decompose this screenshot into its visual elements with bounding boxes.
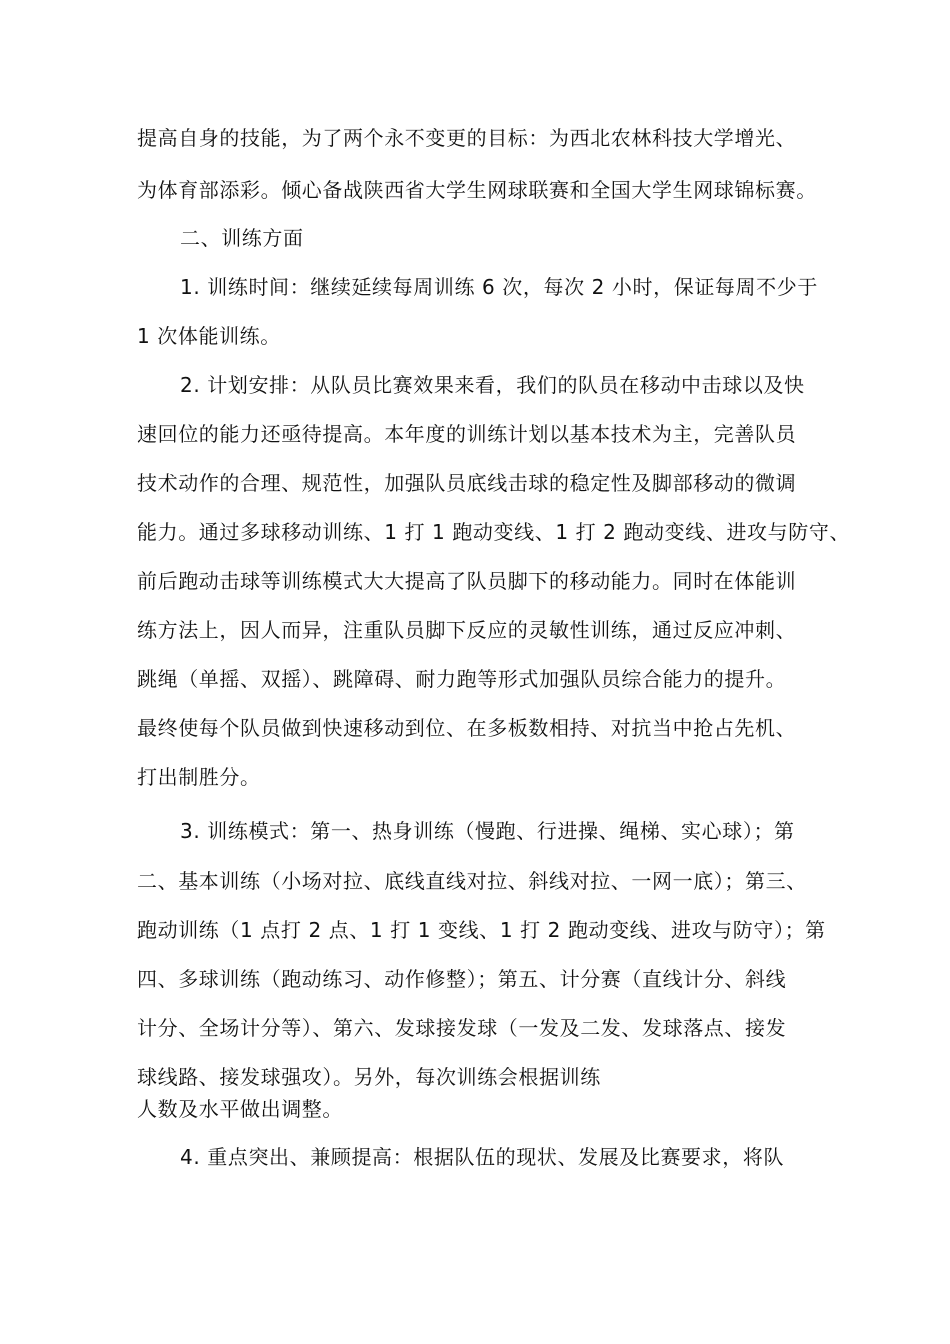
paragraph-line: 球线路、接发球强攻）。另外，每次训练会根据训练 bbox=[137, 1065, 601, 1089]
paragraph-line: 前后跑动击球等训练模式大大提高了队员脚下的移动能力。同时在体能训 bbox=[137, 569, 797, 593]
paragraph-line: 最终使每个队员做到快速移动到位、在多板数相持、对抗当中抢占先机、 bbox=[137, 716, 797, 740]
paragraph-line: 打出制胜分。 bbox=[137, 765, 261, 789]
paragraph-line: 二、基本训练（小场对拉、底线直线对拉、斜线对拉、一网一底）；第三、 bbox=[137, 869, 807, 893]
paragraph-line: 3. 训练模式：第一、热身训练（慢跑、行进操、绳梯、实心球）；第 bbox=[180, 819, 795, 843]
paragraph-line: 1. 训练时间：继续延续每周训练 6 次，每次 2 小时，保证每周不少于 bbox=[180, 275, 818, 299]
paragraph-line: 四、多球训练（跑动练习、动作修整）；第五、计分赛（直线计分、斜线 bbox=[137, 967, 787, 991]
paragraph-line: 提高自身的技能，为了两个永不变更的目标：为西北农林科技大学增光、 bbox=[137, 126, 797, 150]
paragraph-line: 人数及水平做出调整。 bbox=[137, 1097, 343, 1121]
paragraph-line: 跑动训练（1 点打 2 点、1 打 1 变线、1 打 2 跑动变线、进攻与防守）；第 bbox=[137, 918, 826, 942]
paragraph-line: 4. 重点突出、兼顾提高：根据队伍的现状、发展及比赛要求，将队 bbox=[180, 1145, 785, 1169]
paragraph-line: 技术动作的合理、规范性，加强队员底线击球的稳定性及脚部移动的微调 bbox=[137, 471, 797, 495]
paragraph-line: 1 次体能训练。 bbox=[137, 324, 281, 348]
section-heading: 二、训练方面 bbox=[180, 226, 304, 250]
paragraph-line: 2. 计划安排：从队员比赛效果来看，我们的队员在移动中击球以及快 bbox=[180, 373, 805, 397]
paragraph-line: 为体育部添彩。倾心备战陕西省大学生网球联赛和全国大学生网球锦标赛。 bbox=[137, 178, 817, 202]
paragraph-line: 能力。通过多球移动训练、1 打 1 跑动变线、1 打 2 跑动变线、进攻与防守、 bbox=[137, 520, 851, 544]
paragraph-line: 计分、全场计分等）、第六、发球接发球（一发及二发、发球落点、接发 bbox=[137, 1016, 787, 1040]
paragraph-line: 跳绳（单摇、双摇）、跳障碍、耐力跑等形式加强队员综合能力的提升。 bbox=[137, 667, 787, 691]
paragraph-line: 练方法上，因人而异，注重队员脚下反应的灵敏性训练，通过反应冲刺、 bbox=[137, 618, 797, 642]
paragraph-line: 速回位的能力还亟待提高。本年度的训练计划以基本技术为主，完善队员 bbox=[137, 422, 797, 446]
